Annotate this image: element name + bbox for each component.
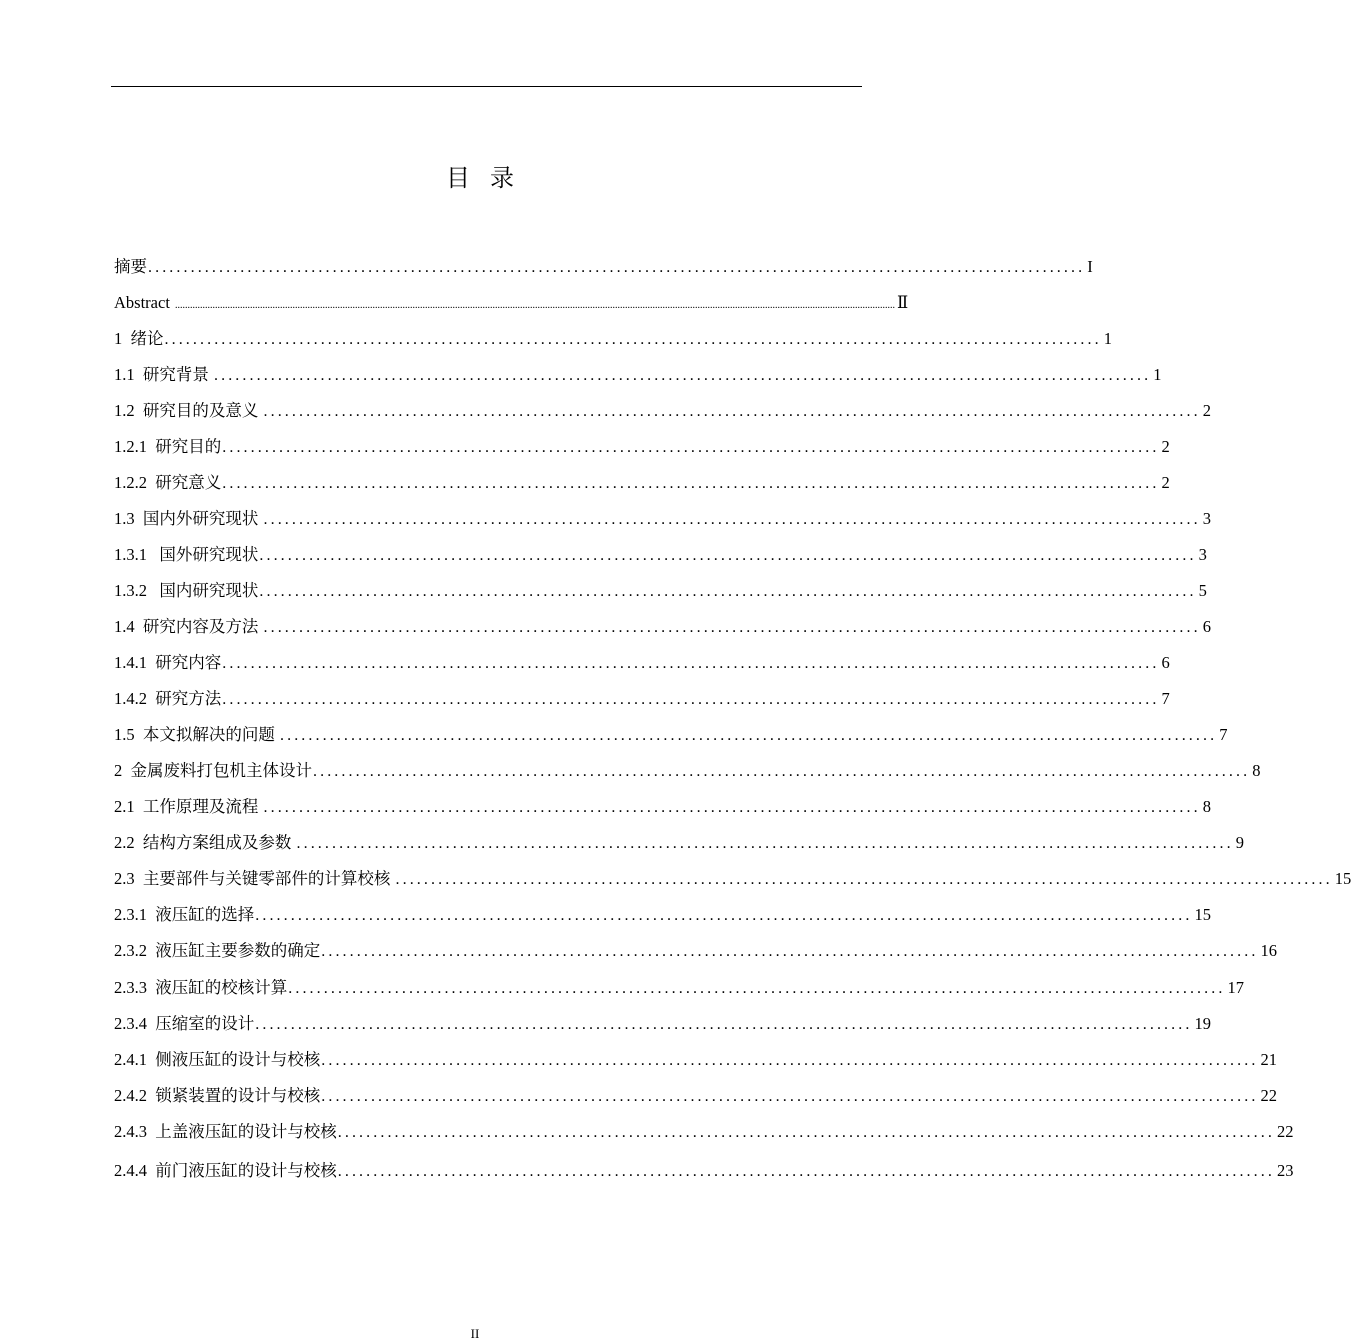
toc-entry-page: 3 [1202, 509, 1211, 528]
toc-entry-label: 2.3.4 压缩室的设计 [114, 1014, 255, 1033]
page-title: 目录 [446, 164, 534, 192]
toc-entry-1-4-2[interactable] [114, 684, 1170, 714]
toc-entry-2-4-3[interactable] [114, 1117, 1294, 1147]
toc-entry-2-4-4[interactable] [114, 1156, 1294, 1186]
toc-entry-label: 2.4.3 上盖液压缸的设计与校核 [114, 1122, 337, 1141]
toc-entry-1-2-1[interactable] [114, 432, 1170, 462]
toc-entry-page: 1 [1103, 329, 1112, 348]
toc-dot-leader: .................................................................................................................................... [259, 583, 1197, 600]
toc-dot-leader: .................................................................................................................................... [337, 1124, 1275, 1141]
toc-entry-label: 1.4 研究内容及方法 [114, 617, 263, 636]
toc-dot-leader: .................................................................................................................................... [222, 655, 1160, 672]
toc-entry-page: 8 [1202, 797, 1211, 816]
toc-entry-label: 2.2 结构方案组成及参数 [114, 833, 296, 852]
toc-dot-leader: .................................................................................................................................... [321, 1088, 1259, 1105]
toc-dot-leader: .................................................................................................................................... [395, 871, 1333, 888]
toc-entry-page: 6 [1202, 617, 1211, 636]
toc-dot-leader: .................................................................................................................................... [148, 259, 1086, 276]
toc-dot-leader: .................................................................................................................................... [164, 331, 1102, 348]
toc-entry-page: 2 [1161, 473, 1170, 492]
toc-entry-page: 15 [1194, 905, 1211, 924]
toc-entry-page: 22 [1260, 1086, 1277, 1105]
toc-entry-label: 1.4.1 研究内容 [114, 653, 222, 672]
toc-entry-1-5[interactable] [114, 720, 1228, 750]
toc-entry-2-4-2[interactable] [114, 1081, 1277, 1111]
toc-entry-1-2[interactable] [114, 396, 1211, 426]
toc-entry-label: 1.3 国内外研究现状 [114, 509, 263, 528]
toc-entry-2-3-3[interactable] [114, 973, 1244, 1003]
toc-entry-label: 2.4.4 前门液压缸的设计与校核 [114, 1161, 337, 1180]
toc-entry-2[interactable] [114, 756, 1261, 786]
toc-dot-leader: ................................................................................................................................................................................................................................................................................................ [175, 300, 896, 311]
toc-entry-page: 2 [1202, 401, 1211, 420]
toc-entry-label: 2 金属废料打包机主体设计 [114, 761, 312, 780]
toc-entry-2-3[interactable] [114, 864, 1351, 894]
header-rule [111, 86, 862, 87]
toc-dot-leader: .................................................................................................................................... [259, 547, 1197, 564]
toc-entry-page: 9 [1235, 833, 1244, 852]
toc-entry-page: 7 [1219, 725, 1228, 744]
toc-entry-1-2-2[interactable] [114, 468, 1170, 498]
toc-entry-page: 1 [1153, 365, 1162, 384]
toc-entry-1-3[interactable] [114, 504, 1211, 534]
toc-entry-page: 16 [1260, 941, 1277, 960]
toc-entry-label: 1.1 研究背景 [114, 365, 213, 384]
toc-dot-leader: .................................................................................................................................... [263, 511, 1201, 528]
toc-entry-2-3-2[interactable] [114, 936, 1277, 966]
toc-entry-label: 摘要 [114, 257, 147, 276]
page-number: II [470, 1326, 480, 1341]
toc-entry-page: 21 [1260, 1050, 1277, 1069]
toc-entry-page: 22 [1276, 1122, 1294, 1141]
toc-entry-page: 7 [1161, 689, 1170, 708]
toc-dot-leader: .................................................................................................................................... [321, 943, 1259, 960]
toc-entry-label: 2.3 主要部件与关键零部件的计算校核 [114, 869, 395, 888]
toc-dot-leader: .................................................................................................................................... [255, 907, 1193, 924]
toc-dot-leader: .................................................................................................................................... [263, 799, 1201, 816]
toc-entry-page: 23 [1276, 1161, 1294, 1180]
toc-entry-2-2[interactable] [114, 828, 1244, 858]
toc-entry-label: 2.4.1 侧液压缸的设计与校核 [114, 1050, 321, 1069]
toc-entry-label: 2.3.1 液压缸的选择 [114, 905, 255, 924]
toc-dot-leader: .................................................................................................................................... [321, 1052, 1259, 1069]
toc-dot-leader: .................................................................................................................................... [255, 1016, 1193, 1033]
toc-entry-label: 1.2 研究目的及意义 [114, 401, 263, 420]
toc-entry-2-4-1[interactable] [114, 1045, 1277, 1075]
toc-dot-leader: .................................................................................................................................... [280, 727, 1218, 744]
toc-entry-2-3-1[interactable] [114, 900, 1211, 930]
toc-entry-label: 1.4.2 研究方法 [114, 689, 222, 708]
toc-entry-label: 2.4.2 锁紧装置的设计与校核 [114, 1086, 321, 1105]
toc-entry-label: 1.2.1 研究目的 [114, 437, 222, 456]
toc-entry-label: 2.1 工作原理及流程 [114, 797, 263, 816]
toc-entry-1-3-1[interactable] [114, 540, 1207, 570]
toc-entry-page: 15 [1334, 869, 1351, 888]
toc-entry-label: Abstract [114, 293, 175, 312]
toc-dot-leader: .................................................................................................................................... [263, 619, 1201, 636]
toc-dot-leader: .................................................................................................................................... [222, 475, 1160, 492]
toc-entry-label: 1.2.2 研究意义 [114, 473, 222, 492]
toc-dot-leader: .................................................................................................................................... [288, 980, 1226, 997]
toc-entry-2-1[interactable] [114, 792, 1211, 822]
toc-entry-page: 8 [1252, 761, 1261, 780]
toc-entry-abstract-en[interactable] [114, 288, 909, 318]
toc-entry-label: 2.3.3 液压缸的校核计算 [114, 978, 288, 997]
toc-entry-1[interactable] [114, 324, 1112, 354]
toc-dot-leader: .................................................................................................................................... [296, 835, 1234, 852]
toc-entry-abstract-cn[interactable] [114, 252, 1093, 282]
toc-dot-leader: .................................................................................................................................... [222, 439, 1160, 456]
toc-entry-label: 1.3.1 国外研究现状 [114, 545, 259, 564]
toc-entry-page: 19 [1194, 1014, 1211, 1033]
toc-entry-page: 6 [1161, 653, 1170, 672]
toc-entry-1-1[interactable] [114, 360, 1162, 390]
toc-entry-label: 1 绪论 [114, 329, 164, 348]
toc-entry-page: Ⅱ [897, 293, 909, 312]
toc-entry-label: 1.5 本文拟解决的问题 [114, 725, 279, 744]
toc-entry-page: 5 [1198, 581, 1207, 600]
toc-dot-leader: .................................................................................................................................... [263, 403, 1201, 420]
toc-entry-label: 1.3.2 国内研究现状 [114, 581, 259, 600]
toc-entry-1-4-1[interactable] [114, 648, 1170, 678]
toc-entry-page: 2 [1161, 437, 1170, 456]
toc-entry-page: I [1087, 257, 1093, 276]
toc-dot-leader: .................................................................................................................................... [337, 1163, 1275, 1180]
toc-dot-leader: .................................................................................................................................... [222, 691, 1160, 708]
toc-entry-1-3-2[interactable] [114, 576, 1207, 606]
toc-entry-page: 3 [1198, 545, 1207, 564]
toc-dot-leader: .................................................................................................................................... [214, 367, 1152, 384]
toc-dot-leader: .................................................................................................................................... [313, 763, 1251, 780]
toc-entry-label: 2.3.2 液压缸主要参数的确定 [114, 941, 321, 960]
toc-entry-page: 17 [1227, 978, 1244, 997]
toc-entry-1-4[interactable] [114, 612, 1211, 642]
toc-entry-2-3-4[interactable] [114, 1009, 1211, 1039]
